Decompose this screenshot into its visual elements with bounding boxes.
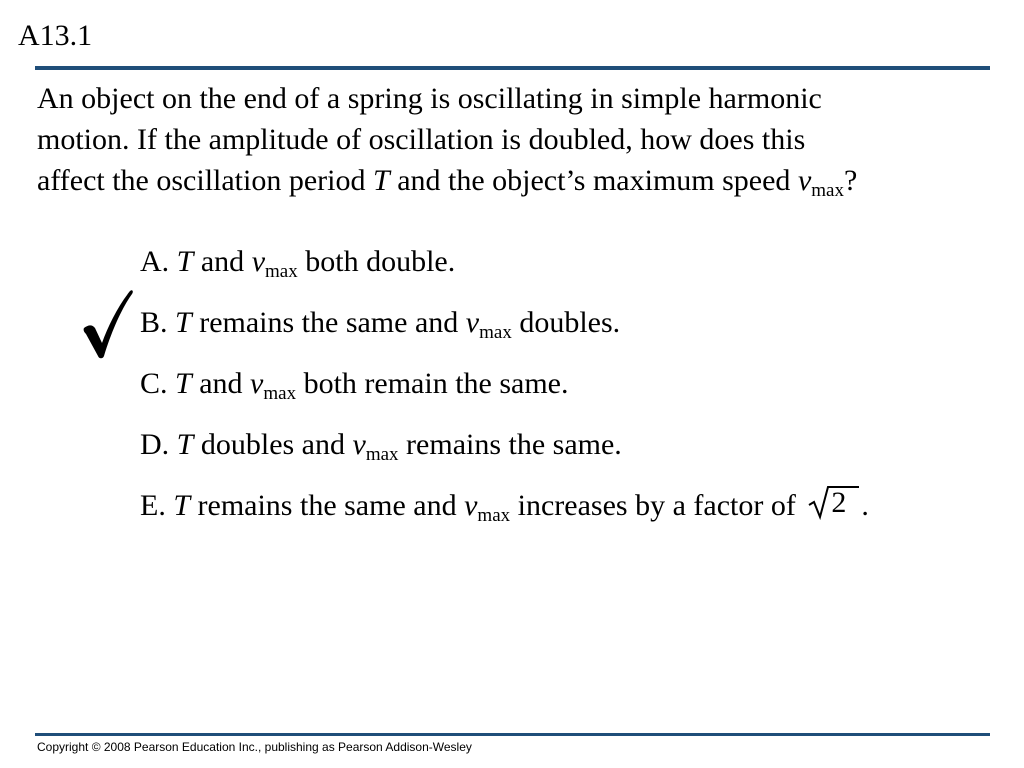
choice-b[interactable] (140, 301, 620, 349)
choice-letter: E. (140, 489, 174, 522)
speed-subscript: max (479, 322, 512, 343)
choice-text: and (191, 367, 251, 400)
slide-title: A13.1 (18, 19, 93, 52)
question-line-2: motion. If the amplitude of oscillation is doubled, how does this (37, 123, 806, 156)
question-line-3 (37, 160, 997, 205)
speed-subscript: max (265, 261, 298, 282)
choice-letter: A. (140, 245, 177, 278)
choice-text: doubles. (511, 306, 621, 339)
choice-text: doubles and (193, 428, 353, 461)
square-root-expression (807, 485, 861, 521)
choice-text: both double. (297, 245, 456, 278)
choice-text: both remain the same. (296, 367, 569, 400)
period-symbol: T (373, 164, 390, 197)
speed-symbol: v (464, 489, 478, 522)
question-text (37, 78, 997, 205)
speed-symbol: v (352, 428, 366, 461)
choice-a[interactable] (140, 240, 455, 288)
choice-text: remains the same and (190, 489, 465, 522)
speed-symbol: v (465, 306, 480, 339)
period-symbol: T (175, 306, 192, 339)
period-symbol: T (175, 367, 192, 400)
choice-text: and (193, 245, 252, 278)
choice-letter: D. (140, 428, 177, 461)
choice-text: remains the same and (191, 306, 466, 339)
question-text-part: affect the oscillation period (37, 164, 373, 197)
top-divider (35, 66, 990, 70)
speed-subscript: max (811, 180, 844, 201)
period-symbol: T (176, 428, 194, 461)
question-line-1: An object on the end of a spring is oscillating in simple harmonic (37, 82, 822, 115)
choice-text: increases by a factor of (510, 489, 804, 522)
speed-symbol: v (251, 245, 266, 278)
period-symbol: T (176, 245, 194, 278)
choice-e[interactable] (140, 484, 869, 532)
speed-symbol: v (250, 367, 264, 400)
period-symbol: T (173, 489, 191, 522)
speed-symbol: v (797, 164, 812, 197)
bottom-divider (35, 733, 990, 736)
radicand: 2 (831, 486, 847, 519)
checkmark-icon (82, 288, 134, 360)
choice-d[interactable] (140, 423, 622, 471)
speed-subscript: max (477, 505, 511, 526)
choice-c[interactable] (140, 362, 569, 410)
question-text-part: and the object’s maximum speed (389, 164, 798, 197)
choice-end-punctuation: . (861, 489, 869, 522)
speed-subscript: max (365, 444, 399, 465)
choice-text: remains the same. (398, 428, 622, 461)
speed-subscript: max (263, 383, 297, 404)
copyright-footer: Copyright © 2008 Pearson Education Inc., publishing as Pearson Addison-Wesley (37, 740, 472, 754)
choice-letter: C. (140, 367, 176, 400)
question-text-part: ? (843, 164, 858, 197)
choice-letter: B. (140, 306, 176, 339)
